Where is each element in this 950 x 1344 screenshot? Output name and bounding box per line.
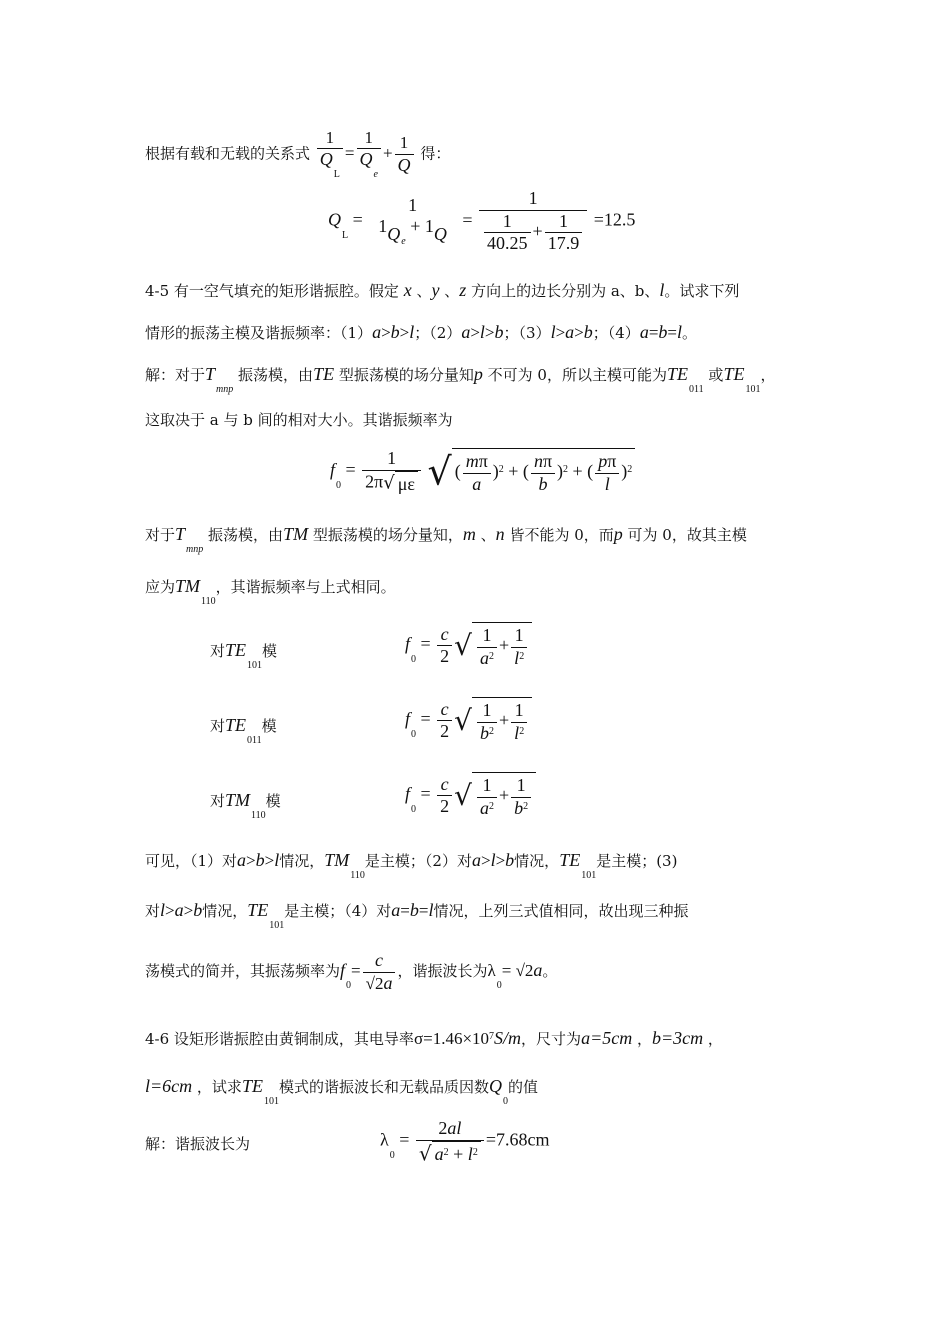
- fraction-1-over-QL: $\frac{1}{Q_L}$: [317, 128, 343, 181]
- tm-line2: 应为$TM_{110}$，其谐振频率与上式相同。: [145, 576, 396, 607]
- f0-general-equation: $f_0$ = $\frac{1}{2\pi√ \mu\varepsilon}$ √ ( $\frac{m\pi}{a}$ )$^2$ + ( $\frac{n\pi}{b}$ )$^2$ + ( $\frac{p\pi}{l}$ )$^2$: [330, 448, 635, 495]
- relation-line: 根据有载和无载的关系式 $\frac{1}{Q_L}$ = $\frac{1}{Q_e}$ + $\frac{1}{Q}$ 得：: [145, 128, 451, 181]
- lambda0-equation: $\lambda_0$ = $\frac{2al}{√ a^2 + l^2}$ =7.68cm: [380, 1118, 550, 1165]
- solution-line2: 这取决于 a 与 b 间的相对大小。其谐振频率为: [145, 411, 453, 429]
- mode-te101-label: 对$TE_{101}$模: [210, 640, 278, 671]
- mode-tm110-label: 对$TM_{110}$模: [210, 790, 281, 821]
- conclusion-line2: 对l>a>b情况，$TE_{101}$是主模；（4）对a=b=l情况，上列三式值相同，故出现三种振: [145, 900, 689, 931]
- problem-4-6-line2: l=6cm ，试求$TE_{101}$模式的谐振波长和无载品质因数$Q_0$的值: [145, 1076, 538, 1107]
- problem-4-6-line1: 4-6 设矩形谐振腔由黄铜制成，其电导率$\sigma=1.46\times 10^7S/m$，尺寸为a=5cm ，b=3cm ，: [145, 1028, 723, 1048]
- conclusion-line1: 可见，（1）对a>b>l情况，$TM_{110}$是主模；（2）对a>l>b情况，$TE_{101}$是主模；(3): [145, 850, 678, 881]
- tm-line1: 对于$T_{mnp}$ 振荡模，由TM 型振荡模的场分量知，m 、n 皆不能为 0，而p 可为 0，故其主模: [145, 524, 747, 555]
- conclusion-line3: 荡模式的简并，其振荡频率为$f_0=$ $\frac{c}{√2a}$ ，谐振波长为$\lambda_0= √2a$。: [145, 950, 558, 993]
- ql-equation: $Q_L$ = 1 $1Q_e + 1Q$ = 1 $\frac{1}{40.25}$ + $\frac{1}{17.9}$ =12.5: [328, 188, 636, 254]
- solution-4-6-label: 解：谐振波长为: [145, 1135, 251, 1153]
- mode-te101-equation: $f_0$ = $\frac{c}{2}$ √ $\frac{1}{a^2}$ + $\frac{1}{l^2}$: [405, 622, 532, 669]
- mode-te011-equation: $f_0$ = $\frac{c}{2}$ √ $\frac{1}{b^2}$ + $\frac{1}{l^2}$: [405, 697, 532, 744]
- mode-te011-label: 对$TE_{011}$模: [210, 715, 277, 746]
- problem-4-5-line1: 4-5 有一空气填充的矩形谐振腔。假定 x 、y 、z 方向上的边长分别为 a、b、l。试求下列: [145, 280, 740, 300]
- problem-4-5-line2: 情形的振荡主模及谐振频率：（1）a>b>l；（2）a>l>b；（3）l>a>b；（4）a=b=l。: [145, 322, 698, 342]
- mode-tm110-equation: $f_0$ = $\frac{c}{2}$ √ $\frac{1}{a^2}$ + $\frac{1}{b^2}$: [405, 772, 536, 819]
- solution-line1: 解：对于$T_{mnp}$ 振荡模，由TE 型振荡模的场分量知p 不可为 0，所以主模可能为$TE_{011}$ 或$TE_{101}$，: [145, 364, 776, 395]
- ql-result: =12.5: [593, 209, 636, 230]
